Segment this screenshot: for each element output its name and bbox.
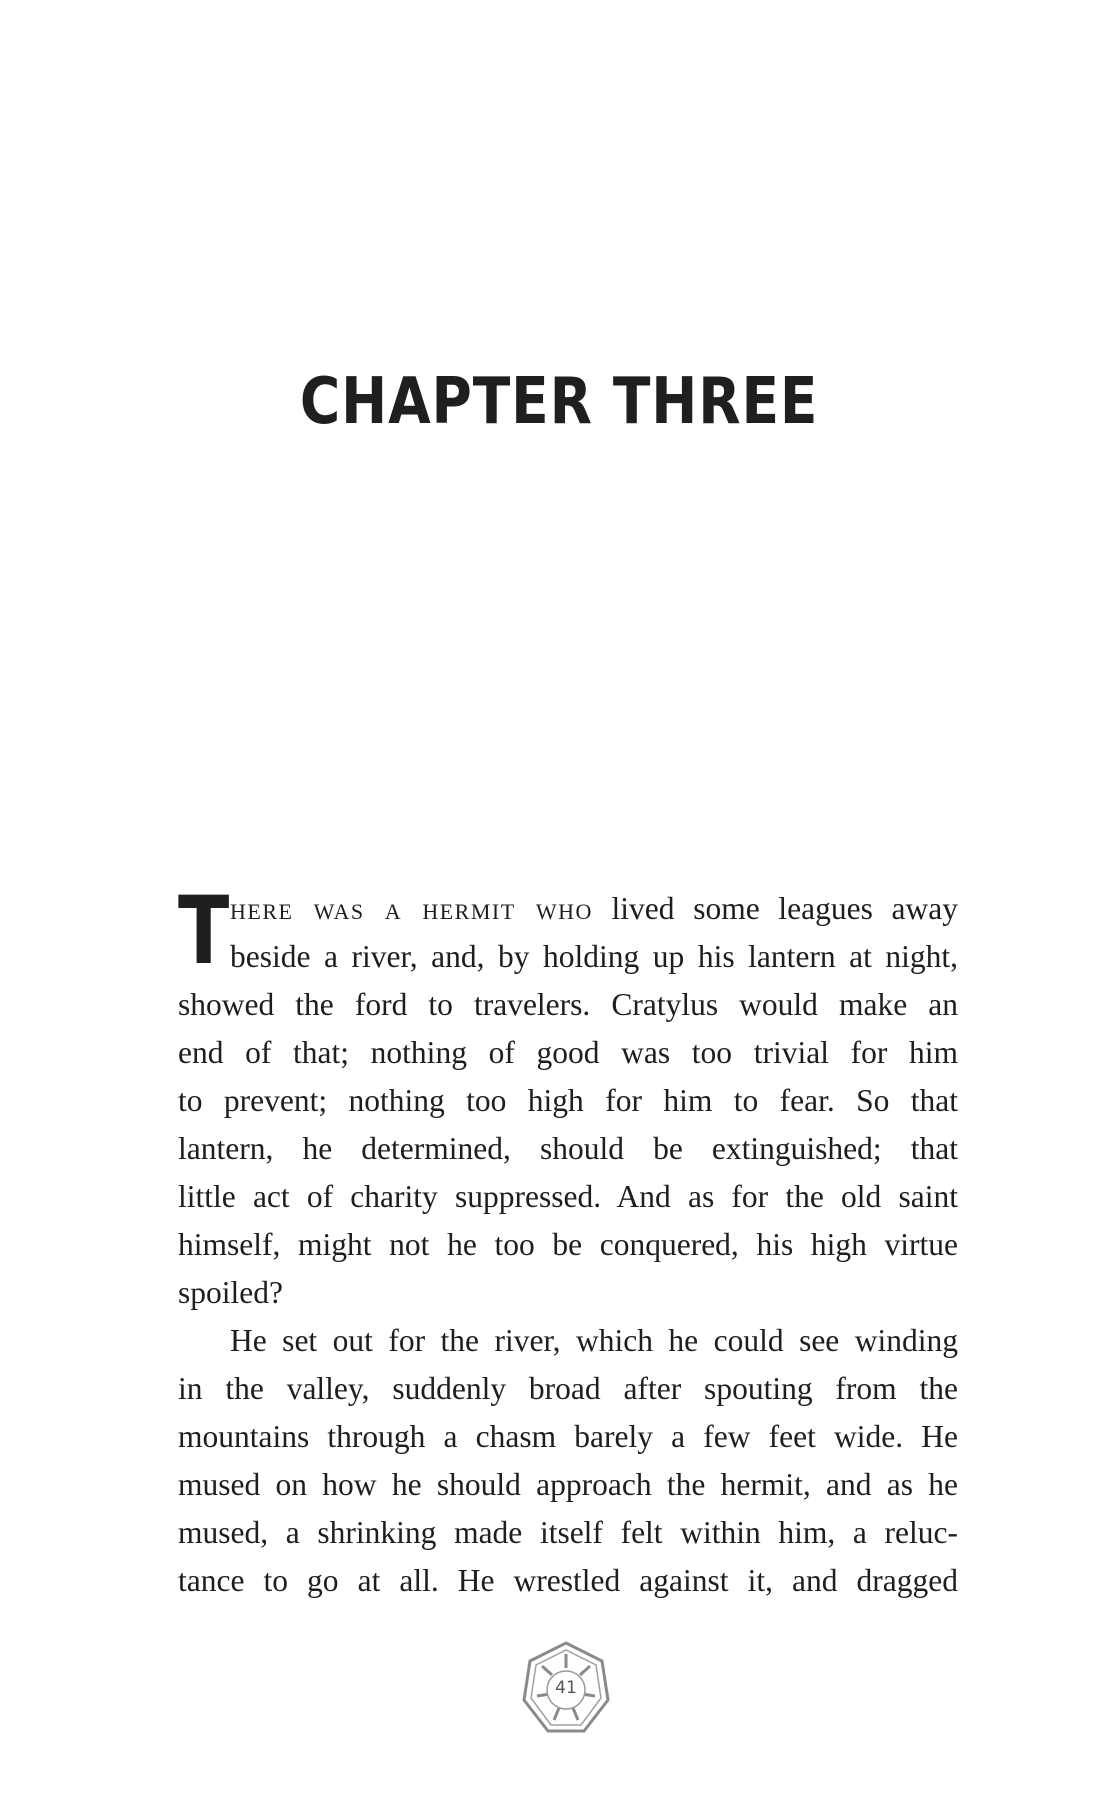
text-line: end of that; nothing of good was too trivial for him [178, 1035, 958, 1070]
text-line [178, 885, 958, 933]
text-line: tance to go at all. He wrestled against it, and dragged [178, 1563, 958, 1598]
text-line: showed the ford to travelers. Cratylus would make an [178, 987, 958, 1022]
text-line: mused on how he should approach the hermit, and as he [178, 1467, 958, 1502]
paragraph-2 [178, 1317, 958, 1605]
text-line: lantern, he determined, should be extinguished; that [178, 1131, 958, 1166]
body-text [178, 877, 958, 1605]
text-line: in the valley, suddenly broad after spouting from the [178, 1371, 958, 1406]
text-line: mused, a shrinking made itself felt within him, a reluc- [178, 1515, 958, 1550]
text-line: beside a river, and, by holding up his lantern at night, [230, 939, 958, 974]
text-line: little act of charity suppressed. And as for the old saint [178, 1179, 958, 1214]
text-line: to prevent; nothing too high for him to fear. So that [178, 1083, 958, 1118]
paragraph-1 [178, 877, 958, 1317]
text-line: himself, might not he too be conquered, his high virtue [178, 1227, 958, 1262]
chapter-title: CHAPTER THREE [299, 365, 819, 439]
text-line: mountains through a chasm barely a few feet wide. He [178, 1419, 958, 1454]
text-line-rest: lived some leagues away [592, 891, 958, 926]
page-number: 41 [555, 1678, 577, 1698]
text-line: He set out for the river, which he could see winding [230, 1323, 958, 1358]
small-caps-lead: here was a hermit who [230, 891, 593, 926]
drop-cap: T [178, 877, 230, 986]
page-number-badge [521, 1640, 611, 1736]
text-line: spoiled? [178, 1275, 283, 1310]
